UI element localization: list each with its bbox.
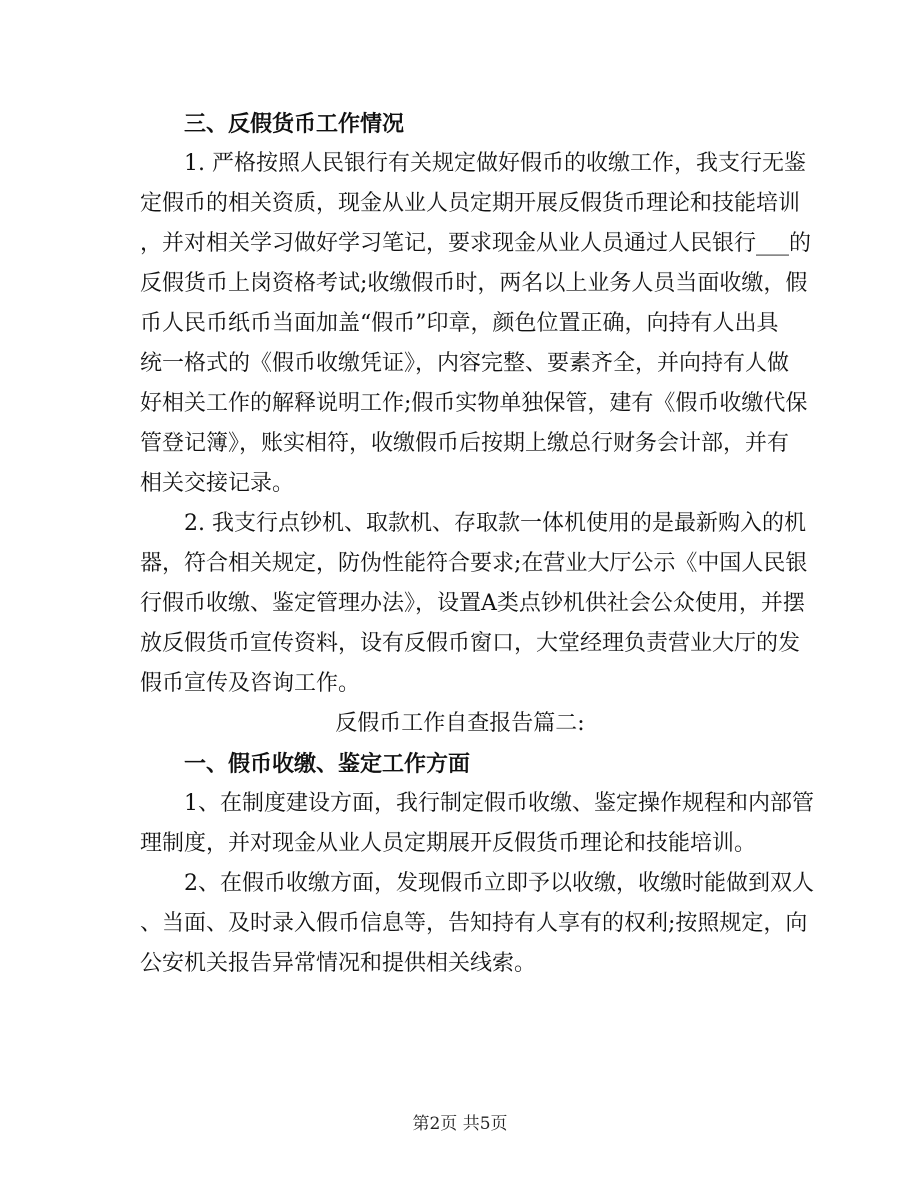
paragraph-line: 2、在假币收缴方面，发现假币立即予以收缴，收缴时能做到双人 bbox=[184, 871, 814, 896]
paragraph-4 bbox=[140, 864, 814, 984]
paragraph-line: 理制度，并对现金从业人员定期展开反假货币理论和技能培训。 bbox=[140, 831, 757, 856]
page-number-footer: 第2页 共5页 bbox=[412, 1114, 508, 1134]
document-body bbox=[140, 104, 814, 984]
report-part-title: 反假币工作自查报告篇二: bbox=[335, 711, 585, 736]
paragraph-line: 器，符合相关规定，防伪性能符合要求;在营业大厅公示《中国人民银 bbox=[140, 551, 808, 576]
paragraph-1 bbox=[140, 144, 812, 504]
section-heading-collection: 一、假币收缴、鉴定工作方面 bbox=[184, 751, 471, 777]
paragraph-line: 定假币的相关资质，现金从业人员定期开展反假货币理论和技能培训 bbox=[140, 191, 801, 216]
paragraph-line: 币人民币纸币当面加盖“假币”印章，颜色位置正确，向持有人出具 bbox=[140, 311, 779, 336]
paragraph-3 bbox=[140, 784, 814, 864]
paragraph-line: 行假币收缴、鉴定管理办法》，设置A类点钞机供社会公众使用，并摆 bbox=[140, 591, 805, 616]
paragraph-line: 1. 严格按照人民银行有关规定做好假币的收缴工作，我支行无鉴 bbox=[184, 151, 806, 176]
paragraph-line: 、当面、及时录入假币信息等，告知持有人享有的权利;按照规定，向 bbox=[140, 911, 808, 936]
paragraph-line: 统一格式的《假币收缴凭证》，内容完整、要素齐全，并向持有人做 bbox=[140, 351, 790, 376]
paragraph-line: 反假货币上岗资格考试;收缴假币时，两名以上业务人员当面收缴，假 bbox=[140, 271, 808, 296]
paragraph-line: 假币宣传及咨询工作。 bbox=[140, 671, 361, 696]
paragraph-line: 相关交接记录。 bbox=[140, 471, 295, 496]
paragraph-line: 好相关工作的解释说明工作;假币实物单独保管，建有《假币收缴代保 bbox=[140, 391, 808, 416]
paragraph-line: 管登记簿》，账实相符，收缴假币后按期上缴总行财务会计部，并有 bbox=[140, 431, 790, 456]
paragraph-line: ，并对相关学习做好学习笔记，要求现金从业人员通过人民银行___的 bbox=[140, 231, 812, 256]
paragraph-line: 2. 我支行点钞机、取款机、存取款一体机使用的是最新购入的机 bbox=[184, 511, 806, 536]
paragraph-2 bbox=[140, 504, 808, 704]
section-heading-anti-counterfeit: 三、反假货币工作情况 bbox=[184, 111, 405, 137]
paragraph-line: 1、在制度建设方面，我行制定假币收缴、鉴定操作规程和内部管 bbox=[184, 791, 814, 816]
paragraph-line: 放反假货币宣传资料，设有反假币窗口，大堂经理负责营业大厅的发 bbox=[140, 631, 801, 656]
paragraph-line: 公安机关报告异常情况和提供相关线索。 bbox=[140, 951, 537, 976]
